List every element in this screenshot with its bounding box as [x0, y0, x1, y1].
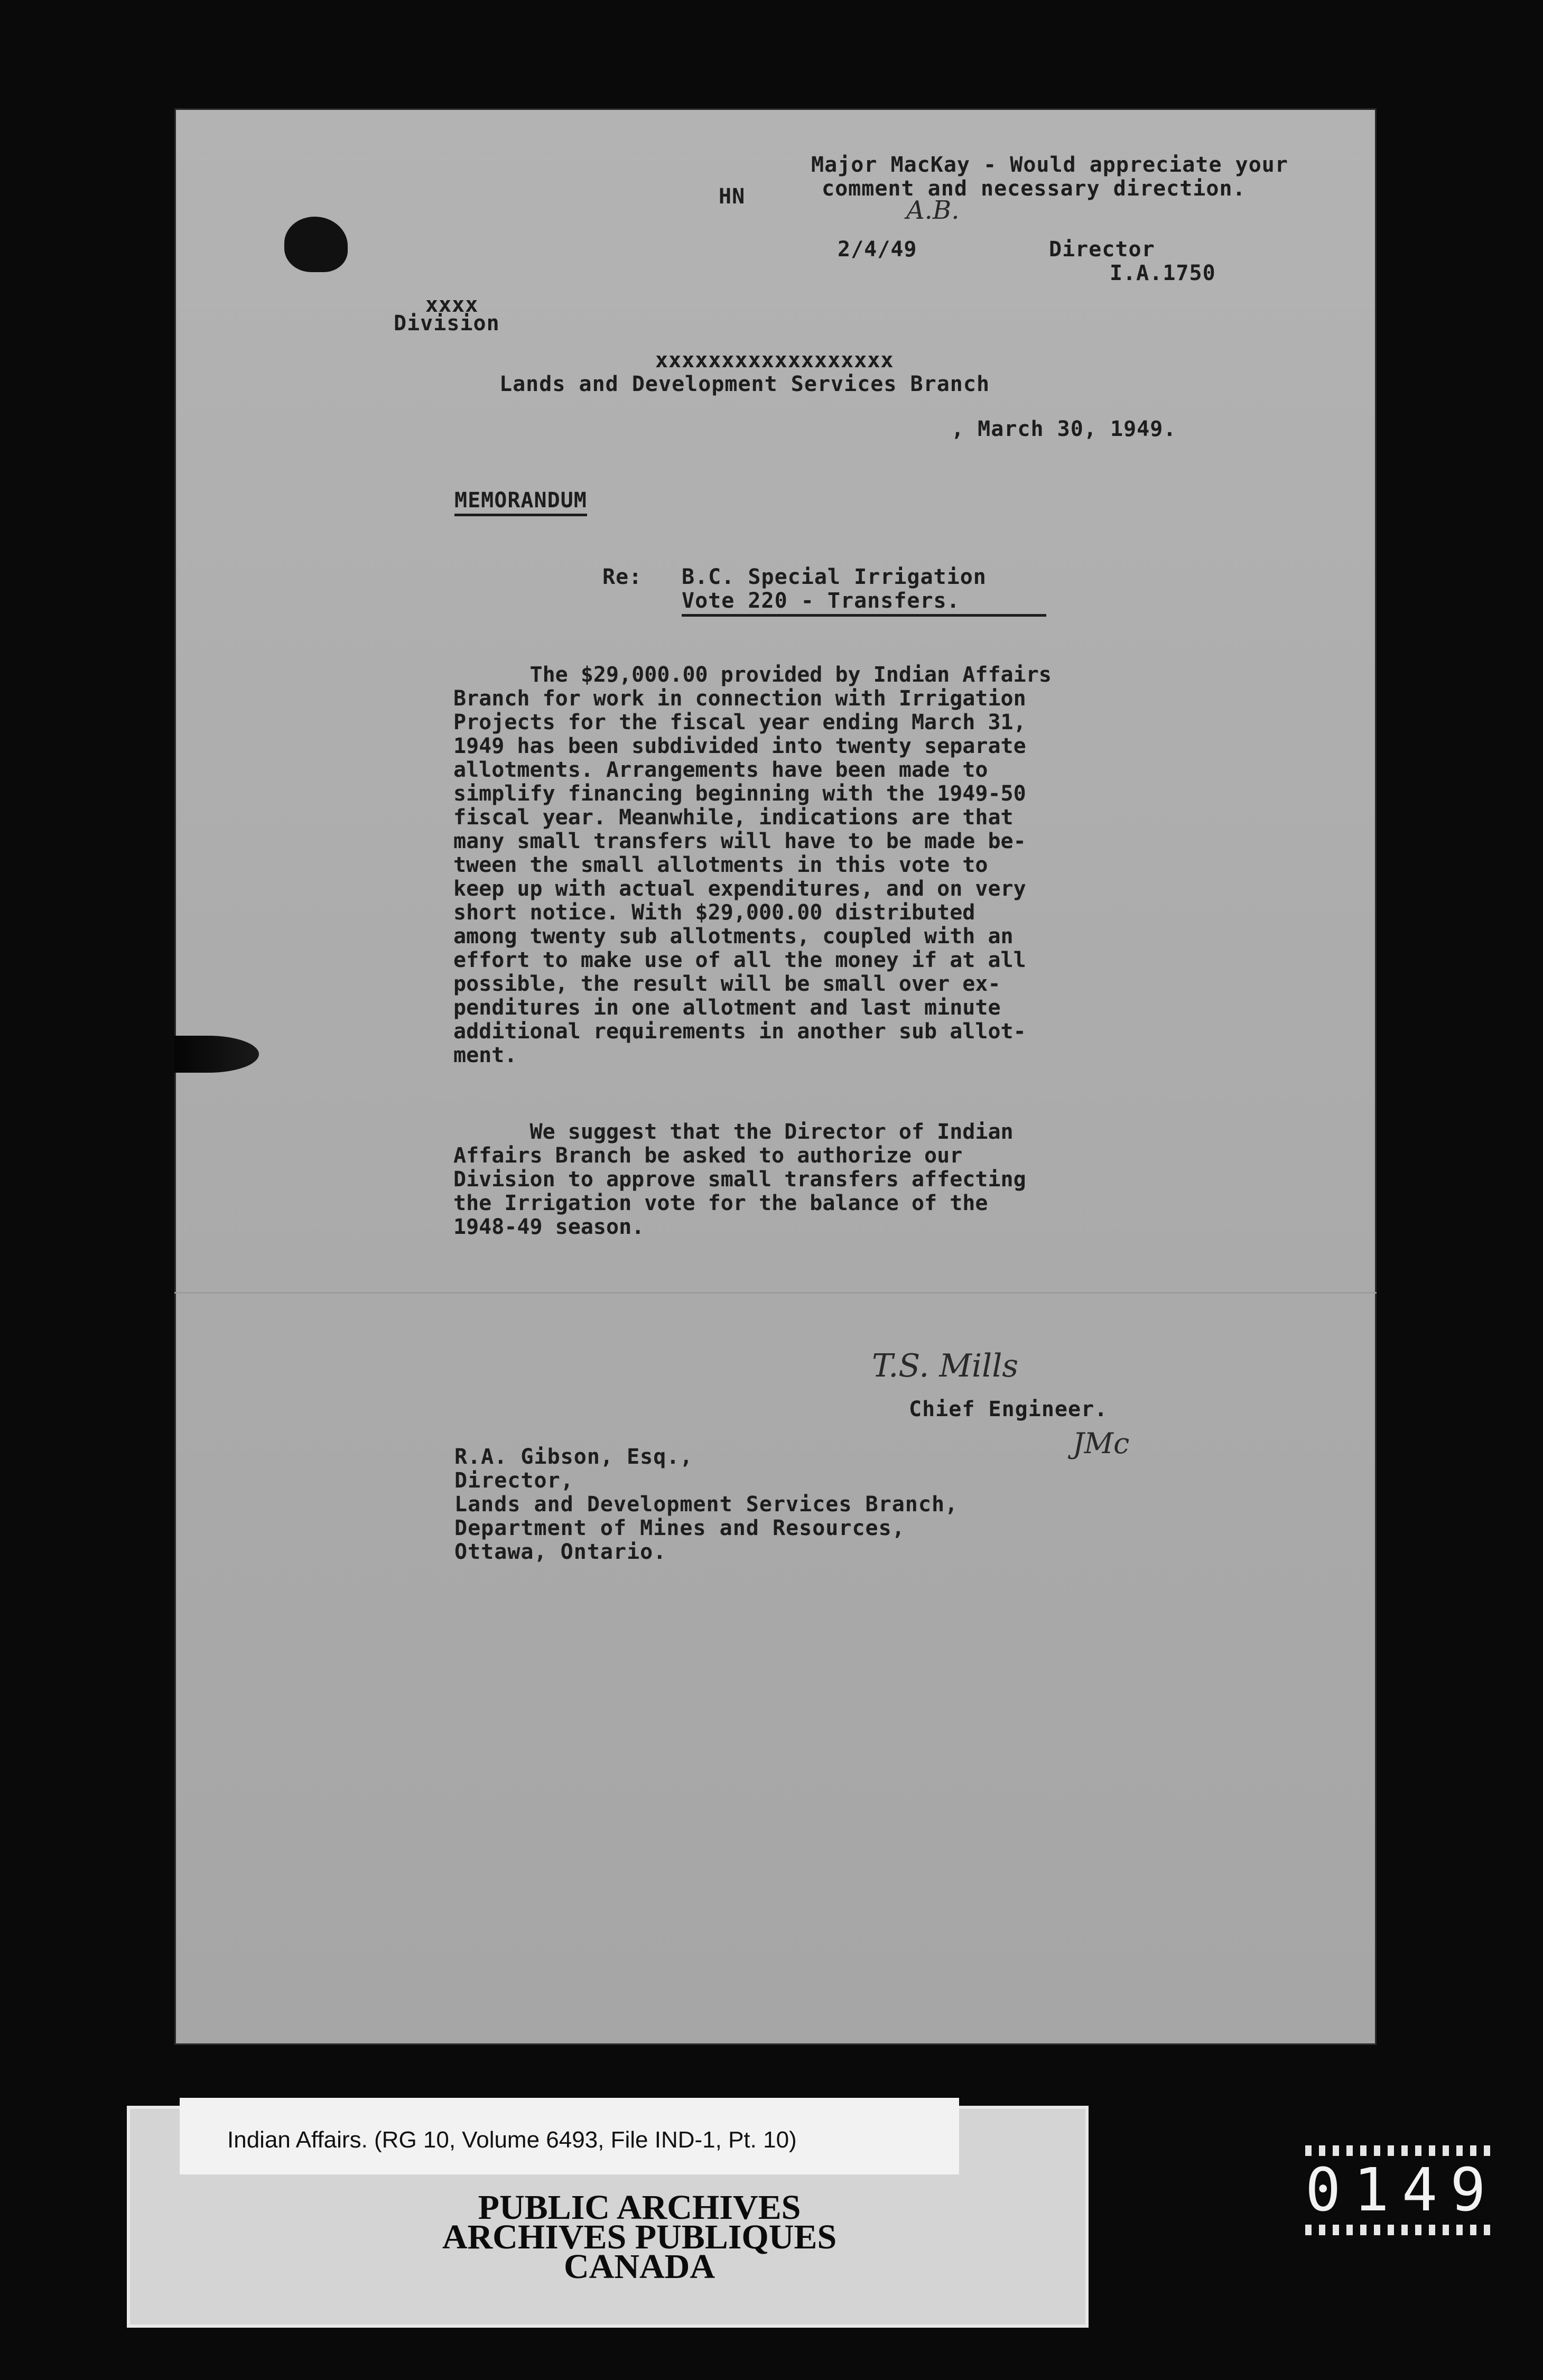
para1-line: short notice. With $29,000.00 distributed — [453, 900, 975, 925]
film-perforation-bottom — [1305, 2225, 1495, 2235]
para1-line: simplify financing beginning with the 1949-50 — [453, 782, 1026, 806]
archives-line1: PUBLIC ARCHIVES — [478, 2188, 801, 2227]
para1-line: among twenty sub allotments, coupled with an — [453, 924, 1014, 949]
routing-file-no: I.A.1750 — [1110, 261, 1216, 285]
para2-line: 1948-49 season. — [453, 1215, 645, 1239]
re-label: Re: — [602, 565, 643, 589]
handwritten-signature: T.S. Mills — [872, 1347, 1019, 1384]
para2-line: the Irrigation vote for the balance of the — [453, 1191, 988, 1215]
memo-page — [174, 108, 1377, 2045]
ink-blot — [284, 217, 348, 272]
routing-note-line1: Major MacKay - Would appreciate your — [811, 153, 1288, 177]
routing-initials: A.B. — [906, 196, 960, 225]
re-line1: B.C. Special Irrigation — [682, 565, 987, 589]
division-label: Division — [394, 311, 500, 336]
signature-title: Chief Engineer. — [909, 1397, 1108, 1421]
para1-line: penditures in one allotment and last minute — [453, 996, 1001, 1020]
address-line: Director, — [454, 1468, 574, 1493]
routing-date: 2/4/49 — [838, 237, 917, 262]
routing-director: Director — [1049, 237, 1155, 262]
address-line: R.A. Gibson, Esq., — [454, 1445, 693, 1469]
para1-line: tween the small allotments in this vote to — [453, 853, 988, 877]
address-line: Lands and Development Services Branch, — [454, 1492, 959, 1517]
body-paragraph-1 — [453, 663, 1204, 1067]
para1-line: Projects for the fiscal year ending March 31, — [453, 710, 1026, 735]
signature-initials: JMc — [1073, 1427, 1130, 1460]
archive-reference: Indian Affairs. (RG 10, Volume 6493, File IND-1, Pt. 10) — [227, 2127, 797, 2153]
para1-line: fiscal year. Meanwhile, indications are that — [453, 805, 1014, 830]
para1-line: possible, the result will be small over ex- — [453, 972, 1001, 996]
para1-line: allotments. Arrangements have been made to — [453, 758, 988, 782]
re-line2: Vote 220 - Transfers. — [682, 589, 1046, 617]
archives-line3: CANADA — [564, 2247, 715, 2286]
para1-line: 1949 has been subdivided into twenty separate — [453, 734, 1026, 758]
para1-line: ment. — [453, 1043, 517, 1067]
para2-line: Affairs Branch be asked to authorize our — [453, 1143, 963, 1168]
struck-line: xxxxxxxxxxxxxxxxxx — [655, 348, 894, 373]
struck-word: xxxx — [425, 293, 479, 317]
film-perforation-top — [1305, 2145, 1495, 2156]
routing-hn: HN — [719, 184, 746, 209]
archives-stamp — [296, 2188, 983, 2286]
para1-line: The $29,000.00 provided by Indian Affairs — [453, 663, 1052, 687]
memo-date: , March 30, 1949. — [951, 417, 1177, 441]
para1-line: effort to make use of all the money if at all — [453, 948, 1026, 972]
para2-line: Division to approve small transfers affecting — [453, 1167, 1026, 1192]
frame-number: 0149 — [1305, 2156, 1499, 2225]
address-line: Department of Mines and Resources, — [454, 1516, 905, 1540]
body-paragraph-2 — [453, 1120, 1204, 1239]
para1-line: additional requirements in another sub allot- — [453, 1019, 1026, 1044]
address-line: Ottawa, Ontario. — [454, 1540, 667, 1564]
para1-line: keep up with actual expenditures, and on very — [453, 877, 1026, 901]
branch-name: Lands and Development Services Branch — [499, 372, 990, 396]
para2-line: We suggest that the Director of Indian — [453, 1120, 1014, 1144]
routing-note-line2: comment and necessary direction. — [822, 176, 1246, 201]
archives-line2: ARCHIVES PUBLIQUES — [442, 2218, 837, 2256]
memo-title: MEMORANDUM — [454, 489, 587, 516]
para1-line: many small transfers will have to be made be- — [453, 829, 1026, 853]
para1-line: Branch for work in connection with Irrigation — [453, 686, 1026, 711]
